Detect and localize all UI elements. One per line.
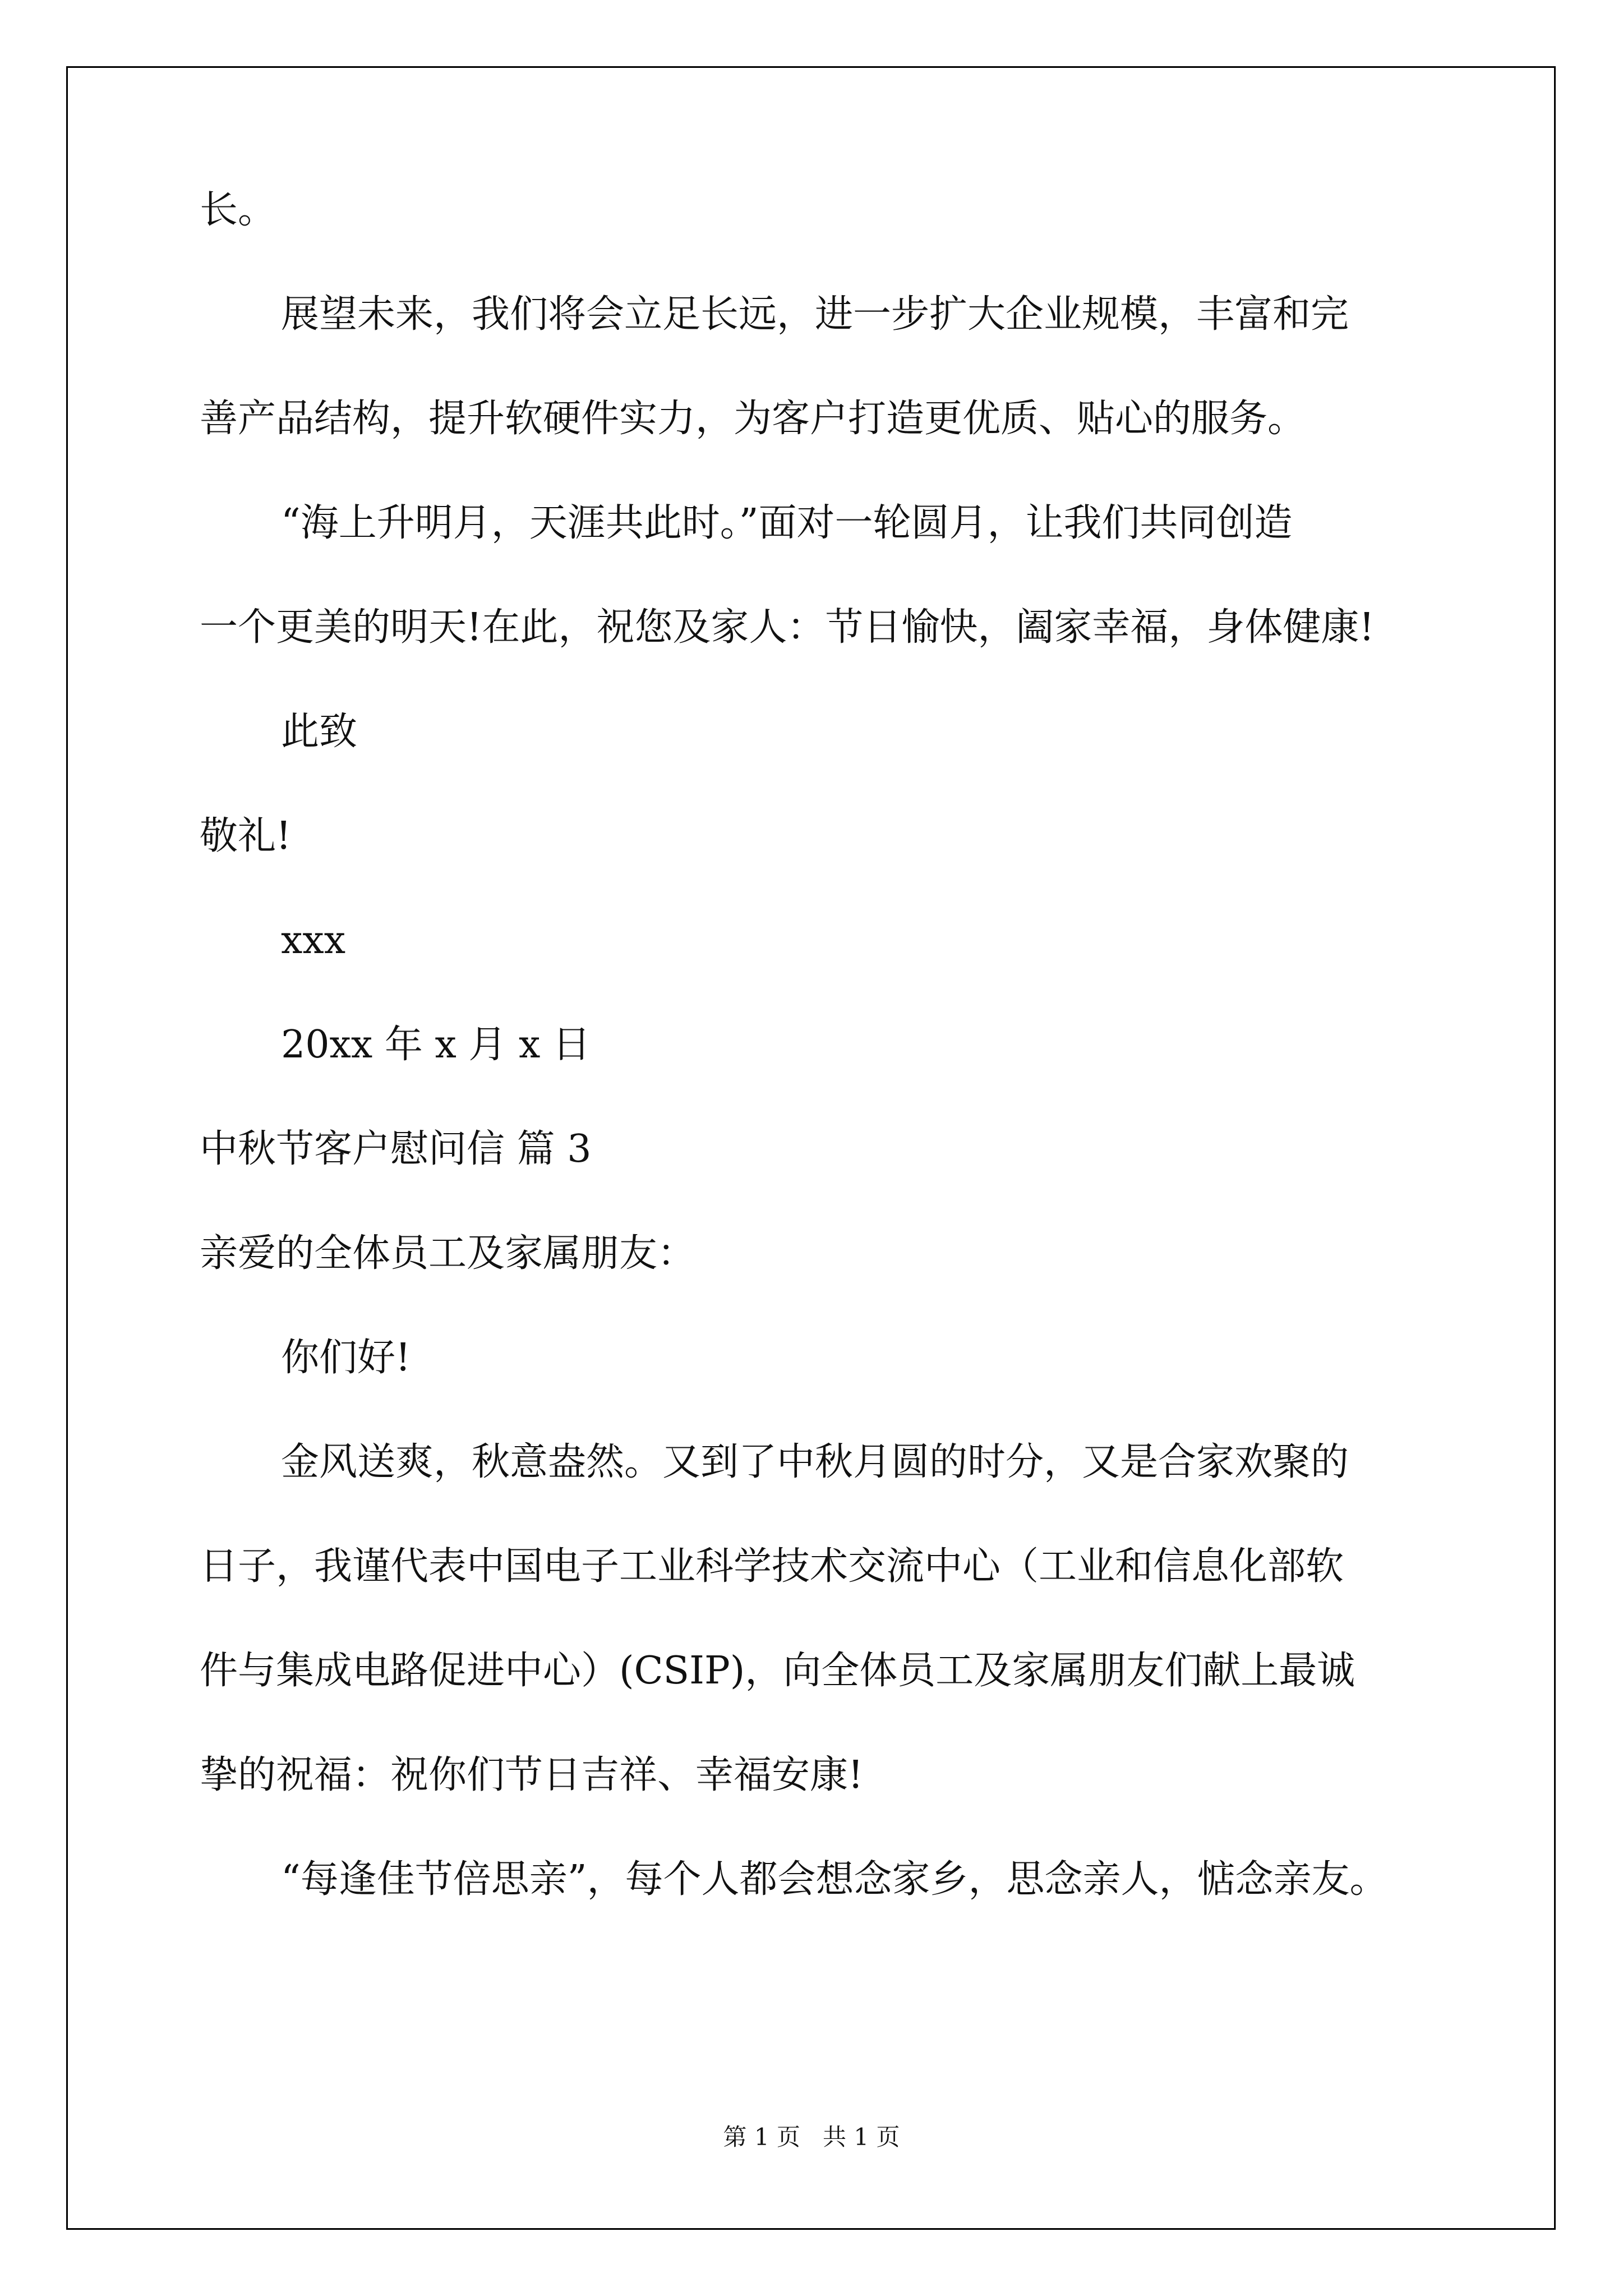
text-line: 敬礼!: [200, 814, 292, 858]
text-line: 善产品结构，提升软硬件实力，为客户打造更优质、贴心的服务。: [200, 397, 1306, 441]
section-heading: 中秋节客户慰问信 篇 3: [200, 1127, 592, 1171]
text-line: 长。: [200, 188, 276, 232]
text-line: 日子，我谨代表中国电子工业科学技术交流中心（工业和信息化部软: [200, 1544, 1344, 1589]
text-line: 一个更美的明天!在此，祝您及家人：节日愉快，阖家幸福，身体健康!: [200, 605, 1375, 650]
text-line: “每逢佳节倍思亲”，每个人都会想念家乡，思念亲人，惦念亲友。: [281, 1857, 1388, 1902]
text-line: 挚的祝福：祝你们节日吉祥、幸福安康!: [200, 1753, 864, 1797]
text-line: 20xx 年 x 月 x 日: [281, 1023, 591, 1067]
text-line: xxx: [281, 918, 346, 963]
page-number-footer: 第 1 页 共 1 页: [723, 2123, 900, 2151]
text-line: 金风送爽，秋意盎然。又到了中秋月圆的时分，又是合家欢聚的: [281, 1440, 1349, 1484]
text-line: “海上升明月，天涯共此时。”面对一轮圆月，让我们共同创造: [281, 501, 1293, 545]
text-line: 件与集成电路促进中心）(CSIP)，向全体员工及家属朋友们献上最诚: [200, 1649, 1355, 1693]
text-line: 此致: [281, 710, 358, 754]
salutation: 亲爱的全体员工及家属朋友：: [200, 1231, 696, 1276]
text-line: 展望未来，我们将会立足长远，进一步扩大企业规模，丰富和完: [281, 292, 1349, 337]
text-line: 你们好!: [281, 1336, 411, 1380]
